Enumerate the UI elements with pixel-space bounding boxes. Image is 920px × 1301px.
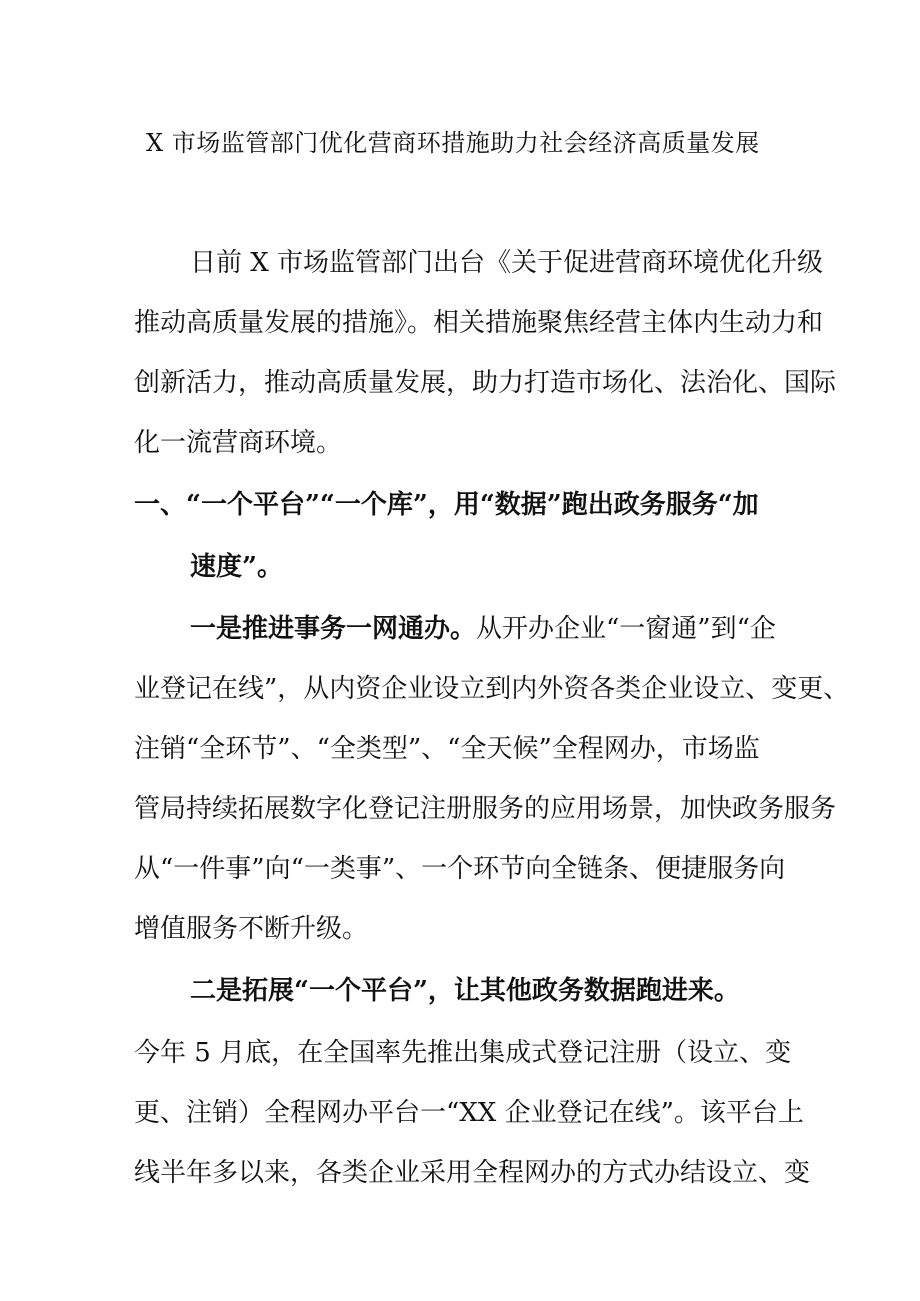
intro-line: 创新活力，推动高质量发展，助力打造市场化、法治化、国际 bbox=[134, 368, 837, 398]
paragraph-line: 今年 5 月底，在全国率先推出集成式登记注册（设立、变 bbox=[134, 1038, 792, 1068]
paragraph-lead: 二是拓展“一个平台”，让其他政务数据跑进来。 bbox=[190, 976, 740, 1006]
paragraph-first-line bbox=[190, 611, 776, 647]
intro-line: 化一流营商环境。 bbox=[134, 428, 343, 458]
paragraph-text: 从开办企业“一窗通”到“企 bbox=[476, 614, 776, 644]
paragraph-lead: 一是推进事务一网通办。 bbox=[190, 614, 477, 644]
paragraph-line: 从“一件事”向“一类事”、一个环节向全链条、便捷服务向 bbox=[134, 854, 786, 884]
intro-line: 日前 X 市场监管部门出台《关于促进营商环境优化升级 bbox=[190, 248, 824, 278]
paragraph-line: 注销“全环节”、“全类型”、“全天候”全程网办，市场监 bbox=[134, 734, 760, 764]
paragraph-line: 管局持续拓展数字化登记注册服务的应用场景，加快政务服务 bbox=[134, 794, 837, 824]
section-heading: 速度”。 bbox=[190, 552, 283, 582]
intro-line: 推动高质量发展的措施》。相关措施聚焦经营主体内生动力和 bbox=[134, 308, 824, 338]
paragraph-line: 业登记在线”，从内资企业设立到内外资各类企业设立、变更、 bbox=[134, 674, 850, 704]
paragraph-line: 线半年多以来，各类企业采用全程网办的方式办结设立、变 bbox=[134, 1158, 811, 1188]
section-heading: 一、“一个平台”“一个库”，用“数据”跑出政务服务“加 bbox=[134, 490, 759, 520]
document-title: X 市场监管部门优化营商环措施助力社会经济高质量发展 bbox=[146, 129, 760, 157]
paragraph-line: 增值服务不断升级。 bbox=[134, 914, 369, 944]
paragraph-line: 更、注销）全程网办平台一“XX 企业登记在线”。该平台上 bbox=[134, 1098, 804, 1128]
